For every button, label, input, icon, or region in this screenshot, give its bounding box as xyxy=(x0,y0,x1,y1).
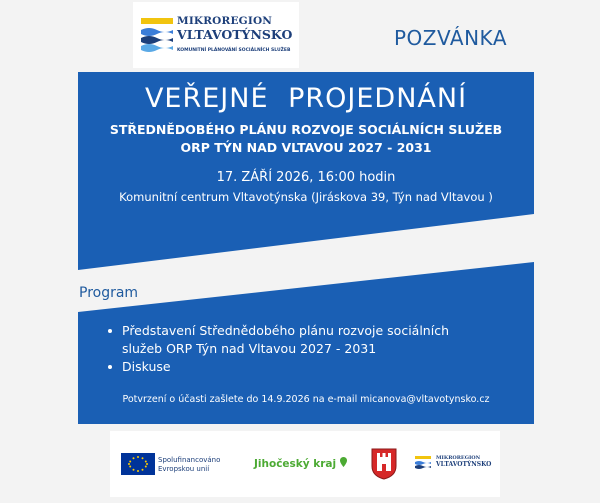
location-pin-icon xyxy=(340,457,347,467)
invitation-label: POZVÁNKA xyxy=(394,26,507,50)
logo-line2: VLTAVOTÝNSKO xyxy=(177,27,293,42)
logo-line1: MIKROREGION xyxy=(177,15,273,27)
town-crest-icon xyxy=(371,448,397,480)
eu-cofinanced-text xyxy=(158,456,220,474)
mikroregion-logo-small xyxy=(414,451,494,477)
event-place: Komunitní centrum Vltavotýnska (Jiráskova 39, Týn nad Vltavou ) xyxy=(119,190,493,204)
event-title: VEŘEJNÉ PROJEDNÁNÍ xyxy=(144,83,468,114)
jihocesky-kraj-logo xyxy=(254,457,347,470)
program-heading: Program xyxy=(79,285,139,301)
event-date: 17. ZÁŘÍ 2026, 16:00 hodin xyxy=(216,170,396,185)
event-subtitle-line2: ORP TÝN NAD VLTAVOU 2027 - 2031 xyxy=(180,140,432,155)
program-item1-line1: Představení Střednědobého plánu rozvoje sociálních xyxy=(122,323,449,338)
list-item xyxy=(108,358,449,376)
logo-line3: KOMUNITNÍ PLÁNOVÁNÍ SOCIÁLNÍCH SLUŽEB xyxy=(177,48,291,53)
footer-logos xyxy=(110,431,500,497)
region-name: Jihočeský kraj xyxy=(254,458,337,470)
program-item1-line2: služeb ORP Týn nad Vltavou 2027 - 2031 xyxy=(122,341,377,356)
confirmation-note: Potvrzení o účasti zašlete do 14.9.2026 na e-mail micanova@vltavotynsko.cz xyxy=(122,394,490,405)
waves-icon xyxy=(414,455,432,471)
small-logo-line2: VLTAVOTÝNSKO xyxy=(436,461,492,468)
program-list xyxy=(108,322,449,376)
eu-text-line1: Spolufinancováno xyxy=(158,456,221,464)
list-item xyxy=(108,322,449,358)
event-subtitle-line1: STŘEDNĚDOBÉHO PLÁNU ROZVOJE SOCIÁLNÍCH SLUŽEB xyxy=(109,122,503,137)
program-item2: Diskuse xyxy=(122,359,171,374)
eu-text-line2: Evropskou unií xyxy=(158,465,210,473)
small-logo-line1: MIKROREGION xyxy=(436,455,481,461)
eu-flag-icon xyxy=(121,453,155,475)
